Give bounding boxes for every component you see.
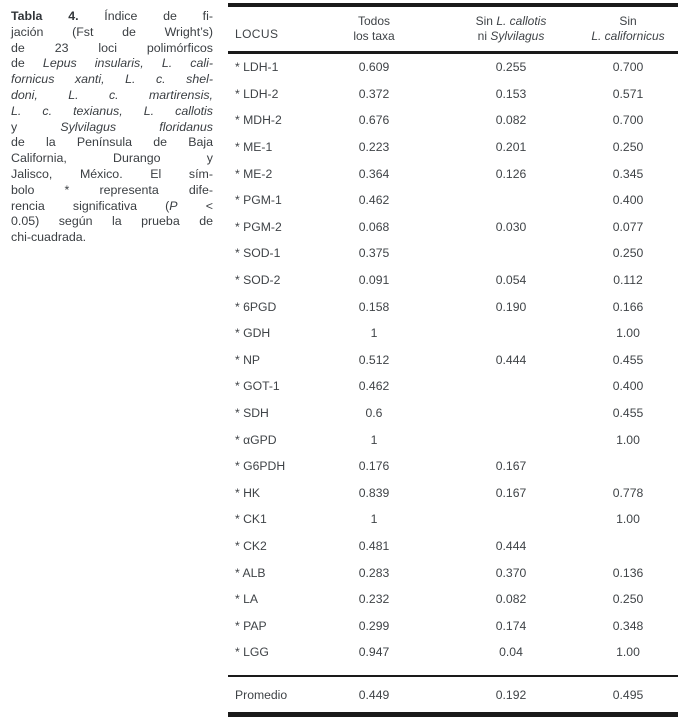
value-cell: 0.250 [612,246,644,261]
value-cell: 0.283 [358,565,390,580]
value-cell: 0.444 [495,352,527,367]
table-row [228,400,678,427]
text-run: de la Península de Baja [11,135,213,150]
locus-cell: * PGM-1 [235,193,282,208]
table-row [228,107,678,134]
table-row [228,214,678,241]
value-cell: 0.192 [495,688,527,702]
fst-table [228,0,678,728]
caption-line [11,88,213,104]
table-row [228,240,678,267]
locus-cell: * ME-2 [235,166,273,181]
value-cell: 0.030 [495,219,527,234]
locus-cell: * LDH-2 [235,86,279,101]
table-row [228,134,678,161]
table-row [228,160,678,187]
caption-line [11,120,213,136]
value-cell: 0.400 [612,193,644,208]
value-cell: 0.348 [612,618,644,633]
bottom-rule [228,712,678,717]
text-run: California, Durango y [11,151,213,166]
promedio-row [228,681,678,709]
locus-cell: * SDH [235,406,269,421]
value-cell: 0.481 [358,538,390,553]
text-run: Todos [357,14,391,28]
value-cell: 0.370 [495,565,527,580]
column-header-line [558,29,694,44]
caption-line [11,41,213,57]
text-run: < [177,198,213,213]
value-cell: 0.609 [358,60,390,75]
caption-line [11,56,213,72]
promedio-label: Promedio [235,688,288,702]
value-cell: 0.571 [612,86,644,101]
text-run: P [169,198,178,213]
text-run: de 23 loci polimórficos [11,40,213,55]
table-row [228,187,678,214]
text-run: y [11,119,61,134]
value-cell: 0.255 [495,60,527,75]
value-cell: 0.299 [358,618,390,633]
value-cell: 0.153 [495,86,527,101]
text-run: Tabla 4. [11,9,79,23]
value-cell: 0.190 [495,299,527,314]
text-run: Sylvilagus [490,29,545,43]
locus-cell: * PAP [235,618,267,633]
value-cell: 0.082 [495,592,527,607]
caption-line [11,214,213,230]
table-row [228,586,678,613]
text-run: doni, L. c. martirensis, [11,87,213,102]
value-cell: 0.250 [612,140,644,155]
footer-rule [228,675,678,678]
value-cell: 0.166 [612,299,644,314]
value-cell: 0.462 [358,193,390,208]
value-cell: 0.201 [495,140,527,155]
locus-cell: * G6PDH [235,459,286,474]
value-cell: 0.223 [358,140,390,155]
text-run: L. c. texianus, L. callotis [11,103,213,118]
value-cell: 0.167 [495,485,527,500]
column-header-line [304,14,444,29]
locus-cell: * MDH-2 [235,113,282,128]
value-cell: 0.495 [612,688,644,702]
value-cell: 0.345 [612,166,644,181]
text-run: L. californicus [591,29,665,43]
value-cell: 0.778 [612,485,644,500]
text-run: Lepus insularis, L. cali- [42,56,214,71]
value-cell: 0.364 [358,166,390,181]
locus-cell: * PGM-2 [235,219,282,234]
locus-cell: * CK2 [235,538,267,553]
text-run: Sin [619,14,637,28]
locus-cell: * GDH [235,326,271,341]
caption-line [11,104,213,120]
table-row [228,612,678,639]
locus-cell: * LDH-1 [235,60,279,75]
text-run: 0.05) según la prueba de [11,214,213,229]
value-cell: 1 [370,326,378,341]
value-cell: 0.512 [358,352,390,367]
value-cell: 0.700 [612,60,644,75]
table-row [228,54,678,81]
table-row [228,320,678,347]
value-cell: 1.00 [616,432,640,447]
table-row [228,293,678,320]
table-body [228,54,678,666]
value-cell: 1.00 [616,326,640,341]
locus-cell: * αGPD [235,432,277,447]
value-cell: 0.04 [499,645,523,660]
locus-cell: * CK1 [235,512,267,527]
text-run: rencia significativa ( [11,198,170,213]
value-cell: 0.676 [358,113,390,128]
table-row [228,506,678,533]
text-run: Sylvilagus floridanus [60,119,213,134]
value-cell: 0.077 [612,219,644,234]
table-row [228,81,678,108]
value-cell: 0.176 [358,459,390,474]
table-row [228,639,678,666]
value-cell: 0.400 [612,379,644,394]
text-run: jación (Fst de Wright’s) [11,24,213,39]
value-cell: 0.112 [613,273,643,288]
locus-cell: * GOT-1 [235,379,280,394]
value-cell: 0.158 [358,299,390,314]
table-row [228,426,678,453]
value-cell: 0.700 [612,113,644,128]
column-header [558,7,694,51]
value-cell: 0.375 [358,246,390,261]
locus-cell: * LGG [235,645,269,660]
value-cell: 0.455 [612,352,644,367]
caption-line [11,199,213,215]
value-cell: 0.372 [358,86,390,101]
caption-line [11,167,213,183]
text-run: ni [477,29,491,43]
table-row [228,347,678,374]
value-cell: 0.136 [612,565,644,580]
caption-line [11,183,213,199]
value-cell: 1 [370,512,378,527]
table-row [228,453,678,480]
locus-cell: * HK [235,485,261,500]
value-cell: 0.250 [612,592,644,607]
value-cell: 0.068 [358,219,390,234]
caption-line [11,72,213,88]
text-run: bolo * representa dife- [11,182,213,197]
locus-cell: * SOD-1 [235,246,281,261]
locus-cell: * ME-1 [235,140,273,155]
text-run: de [11,56,43,71]
value-cell: 0.082 [495,113,527,128]
column-header-line [558,14,694,29]
value-cell: 0.455 [612,406,644,421]
value-cell: 0.232 [358,592,390,607]
table-row [228,373,678,400]
column-header-line [304,29,444,44]
value-cell: 0.444 [495,538,527,553]
caption-line [11,230,213,246]
locus-column-header: LOCUS [235,27,279,41]
text-run: Jalisco, México. El sím- [11,166,213,181]
value-cell: 0.174 [495,618,527,633]
value-cell: 0.167 [495,459,527,474]
value-cell: 0.091 [358,273,390,288]
caption-line [11,25,213,41]
table-row [228,533,678,560]
value-cell: 1.00 [616,645,640,660]
column-header [304,7,444,51]
locus-cell: * LA [235,592,259,607]
value-cell: 1.00 [616,512,640,527]
locus-cell: * SOD-2 [235,273,281,288]
table-row [228,480,678,507]
text-run: Sin [475,14,497,28]
caption-line [11,151,213,167]
caption-line [11,135,213,151]
table-row [228,559,678,586]
text-run: fornicus xanti, L. c. shel- [11,72,213,87]
value-cell: 0.126 [495,166,527,181]
text-run: los taxa [353,29,395,43]
caption-line [11,9,213,25]
table-caption [11,9,213,246]
locus-cell: * ALB [235,565,266,580]
value-cell: 1 [370,432,378,447]
value-cell: 0.449 [358,688,390,702]
text-run: L. callotis [496,14,547,28]
value-cell: 0.6 [365,406,383,421]
value-cell: 0.839 [358,485,390,500]
text-run: chi-cuadrada. [11,230,87,245]
value-cell: 0.462 [358,379,390,394]
locus-cell: * 6PGD [235,299,277,314]
locus-cell: * NP [235,352,261,367]
table-row [228,267,678,294]
value-cell: 0.054 [495,273,527,288]
value-cell: 0.947 [358,645,390,660]
text-run: Índice de fi- [78,9,214,23]
